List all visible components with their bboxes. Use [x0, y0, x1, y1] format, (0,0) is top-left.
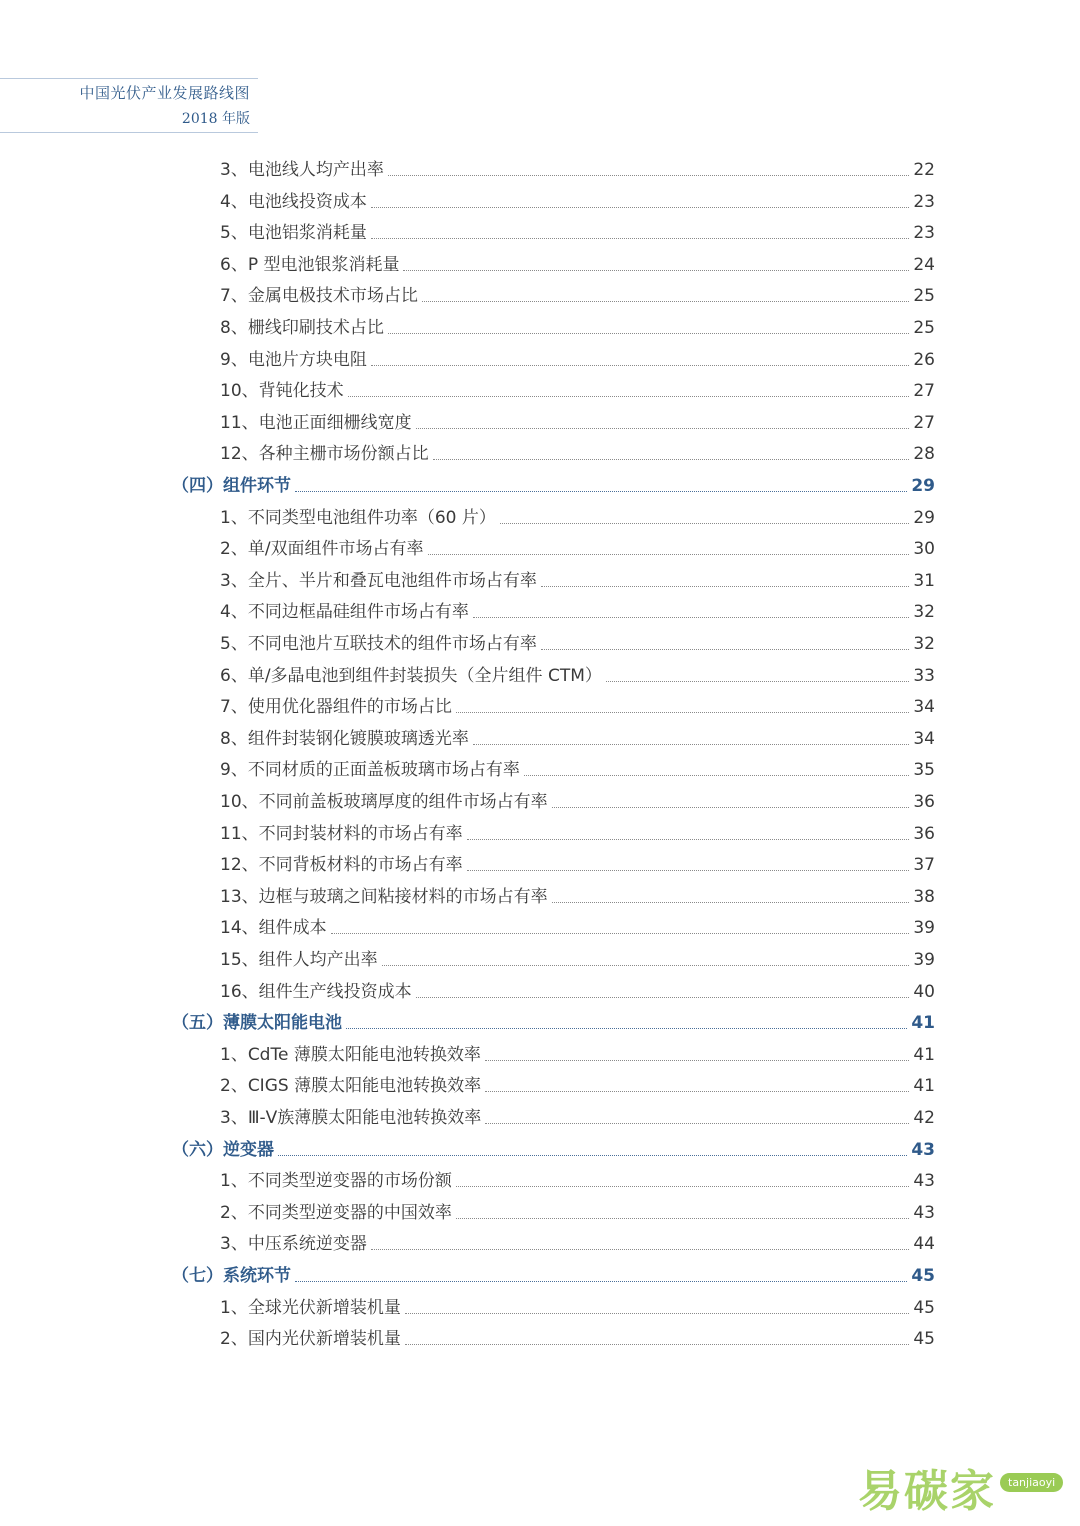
dot-leader — [541, 586, 909, 587]
toc-entry-page-number: 43 — [911, 1139, 935, 1160]
toc-entry-page-number: 23 — [913, 191, 935, 212]
toc-entry-label: 6、单/多晶电池到组件封装损失（全片组件 CTM） — [220, 665, 602, 686]
toc-entry[interactable] — [220, 692, 935, 718]
toc-entry-label: 14、组件成本 — [220, 918, 327, 939]
toc-entry[interactable] — [220, 629, 935, 655]
dot-leader — [346, 1028, 907, 1029]
toc-entry-label: （五）薄膜太阳能电池 — [172, 1013, 342, 1034]
toc-entry-page-number: 43 — [913, 1202, 935, 1223]
toc-entry-label: （六）逆变器 — [172, 1139, 274, 1160]
toc-entry-page-number: 40 — [913, 981, 935, 1002]
toc-entry[interactable] — [220, 787, 935, 813]
dot-leader — [456, 1186, 909, 1187]
dot-leader — [456, 1218, 909, 1219]
toc-entry[interactable] — [220, 218, 935, 244]
toc-entry[interactable] — [220, 661, 935, 687]
toc-entry[interactable] — [220, 408, 935, 434]
toc-entry-label: 9、电池片方块电阻 — [220, 349, 367, 370]
dot-leader — [382, 965, 909, 966]
dot-leader — [371, 1249, 909, 1250]
toc-entry-label: 16、组件生产线投资成本 — [220, 981, 412, 1002]
toc-section-entry[interactable] — [172, 1261, 935, 1287]
toc-entry[interactable] — [220, 376, 935, 402]
toc-entry[interactable] — [220, 913, 935, 939]
toc-entry-page-number: 39 — [913, 950, 935, 970]
toc-entry[interactable] — [220, 534, 935, 560]
watermark-logo — [858, 1455, 1070, 1515]
toc-entry-label: 4、不同边框晶硅组件市场占有率 — [220, 602, 469, 623]
dot-leader — [278, 1155, 907, 1156]
toc-entry[interactable] — [220, 439, 935, 465]
dot-leader — [485, 1060, 909, 1061]
toc-entry[interactable] — [220, 187, 935, 213]
dot-leader — [485, 1091, 909, 1092]
toc-entry-page-number: 29 — [911, 476, 935, 496]
toc-entry-label: 10、背钝化技术 — [220, 381, 344, 402]
toc-entry-label: 3、中压系统逆变器 — [220, 1234, 367, 1255]
toc-entry-page-number: 32 — [913, 602, 935, 623]
toc-entry-page-number: 41 — [913, 1044, 935, 1065]
toc-entry-page-number: 25 — [913, 286, 935, 307]
toc-entry-label: 15、组件人均产出率 — [220, 950, 378, 970]
toc-entry-label: 4、电池线投资成本 — [220, 191, 367, 212]
header-rule-top — [0, 78, 258, 79]
toc-entry-page-number: 23 — [913, 223, 935, 244]
toc-entry-label: 7、金属电极技术市场占比 — [220, 286, 418, 307]
toc-entry-page-number: 34 — [913, 697, 935, 718]
toc-entry-label: 13、边框与玻璃之间粘接材料的市场占有率 — [220, 886, 548, 907]
toc-entry[interactable] — [220, 155, 935, 181]
toc-entry[interactable] — [220, 1229, 935, 1255]
toc-entry-label: 10、不同前盖板玻璃厚度的组件市场占有率 — [220, 792, 548, 812]
toc-entry-page-number: 34 — [913, 728, 935, 749]
toc-entry-page-number: 38 — [913, 886, 935, 907]
dot-leader — [403, 270, 909, 271]
dot-leader — [331, 933, 909, 934]
toc-section-entry[interactable] — [172, 1135, 935, 1161]
dot-leader — [371, 238, 909, 239]
dot-leader — [405, 1313, 909, 1314]
toc-section-entry[interactable] — [172, 1008, 935, 1034]
toc-entry[interactable] — [220, 503, 935, 529]
toc-section-entry[interactable] — [172, 471, 935, 497]
dot-leader — [524, 775, 909, 776]
dot-leader — [405, 1344, 909, 1345]
toc-entry-page-number: 30 — [913, 539, 935, 560]
dot-leader — [433, 459, 909, 460]
toc-entry[interactable] — [220, 1103, 935, 1129]
toc-entry-label: 5、不同电池片互联技术的组件市场占有率 — [220, 634, 537, 654]
toc-entry-page-number: 33 — [913, 665, 935, 686]
toc-entry-label: 9、不同材质的正面盖板玻璃市场占有率 — [220, 760, 520, 781]
toc-entry-label: 1、全球光伏新增装机量 — [220, 1297, 401, 1318]
toc-entry[interactable] — [220, 313, 935, 339]
toc-entry-page-number: 36 — [913, 792, 935, 812]
toc-entry-label: 12、各种主栅市场份额占比 — [220, 444, 429, 465]
toc-entry-page-number: 36 — [913, 823, 935, 844]
dot-leader — [388, 175, 909, 176]
toc-entry-label: 7、使用优化器组件的市场占比 — [220, 697, 452, 718]
toc-entry[interactable] — [220, 281, 935, 307]
dot-leader — [541, 649, 909, 650]
toc-entry-page-number: 41 — [913, 1076, 935, 1097]
toc-entry[interactable] — [220, 882, 935, 908]
toc-entry-page-number: 31 — [913, 570, 935, 591]
toc-entry-label: 3、Ⅲ-Ⅴ族薄膜太阳能电池转换效率 — [220, 1108, 482, 1128]
toc-entry-label: 1、不同类型电池组件功率（60 片） — [220, 507, 496, 528]
dot-leader — [295, 491, 907, 492]
toc-entry-label: 8、栅线印刷技术占比 — [220, 318, 384, 338]
dot-leader — [416, 428, 909, 429]
toc-entry-page-number: 24 — [913, 254, 935, 275]
running-header-title: 中国光伏产业发展路线图 — [79, 84, 250, 102]
toc-entry[interactable] — [220, 1040, 935, 1066]
toc-entry-page-number: 29 — [913, 507, 935, 528]
toc-entry-label: 6、P 型电池银浆消耗量 — [220, 254, 400, 275]
toc-entry-page-number: 41 — [911, 1013, 935, 1034]
toc-entry-page-number: 43 — [913, 1171, 935, 1192]
dot-leader — [467, 870, 909, 871]
toc-entry-label: 1、CdTe 薄膜太阳能电池转换效率 — [220, 1044, 481, 1065]
toc-entry-label: 8、组件封装钢化镀膜玻璃透光率 — [220, 728, 469, 749]
dot-leader — [473, 744, 909, 745]
dot-leader — [371, 365, 909, 366]
toc-entry-label: 11、不同封装材料的市场占有率 — [220, 823, 463, 844]
dot-leader — [467, 839, 909, 840]
toc-entry-page-number: 22 — [913, 160, 935, 180]
toc-entry-label: 11、电池正面细栅线宽度 — [220, 412, 412, 433]
toc-entry-page-number: 27 — [913, 412, 935, 433]
dot-leader — [422, 301, 909, 302]
toc-entry[interactable] — [220, 597, 935, 623]
dot-leader — [371, 207, 909, 208]
toc-entry[interactable] — [220, 945, 935, 971]
dot-leader — [473, 617, 909, 618]
toc-entry-page-number: 35 — [913, 760, 935, 781]
dot-leader — [606, 681, 909, 682]
toc-entry-page-number: 45 — [911, 1266, 935, 1286]
toc-entry-label: （四）组件环节 — [172, 476, 291, 496]
toc-entry[interactable] — [220, 250, 935, 276]
toc-entry-label: 2、不同类型逆变器的中国效率 — [220, 1202, 452, 1223]
dot-leader — [552, 807, 909, 808]
dot-leader — [295, 1281, 907, 1282]
toc-entry-label: 2、国内光伏新增装机量 — [220, 1329, 401, 1350]
toc-entry[interactable] — [220, 1324, 935, 1350]
toc-entry-label: 1、不同类型逆变器的市场份额 — [220, 1171, 452, 1192]
toc-entry-label: 2、单/双面组件市场占有率 — [220, 539, 424, 560]
toc-entry[interactable] — [220, 566, 935, 592]
dot-leader — [552, 902, 909, 903]
toc-entry-page-number: 26 — [913, 349, 935, 370]
toc-entry-page-number: 45 — [913, 1297, 935, 1318]
dot-leader — [500, 523, 909, 524]
toc-entry-page-number: 28 — [913, 444, 935, 465]
header-rule-bottom — [0, 132, 258, 133]
toc-entry-label: 12、不同背板材料的市场占有率 — [220, 855, 463, 876]
toc-entry-page-number: 42 — [913, 1108, 935, 1128]
toc-entry-page-number: 37 — [913, 855, 935, 876]
toc-entry-page-number: 25 — [913, 318, 935, 338]
toc-entry-page-number: 44 — [913, 1234, 935, 1255]
dot-leader — [388, 333, 909, 334]
toc-entry[interactable] — [220, 1293, 935, 1319]
toc-entry[interactable] — [220, 1166, 935, 1192]
toc-entry-page-number: 45 — [913, 1329, 935, 1350]
toc-entry[interactable] — [220, 850, 935, 876]
toc-entry-page-number: 32 — [913, 634, 935, 654]
toc-entry-label: 3、电池线人均产出率 — [220, 160, 384, 180]
watermark-text: 易碳家 — [858, 1466, 996, 1517]
dot-leader — [456, 712, 909, 713]
toc-entry[interactable] — [220, 1198, 935, 1224]
toc-entry[interactable] — [220, 345, 935, 371]
toc-entry[interactable] — [220, 819, 935, 845]
toc-entry[interactable] — [220, 1071, 935, 1097]
toc-entry[interactable] — [220, 724, 935, 750]
running-header-edition: 2018 年版 — [181, 111, 250, 127]
dot-leader — [485, 1123, 909, 1124]
toc-entry-label: 5、电池铝浆消耗量 — [220, 223, 367, 244]
dot-leader — [428, 554, 909, 555]
watermark-badge: tanjiaoyi — [1000, 1473, 1063, 1492]
toc-entry-label: 2、CIGS 薄膜太阳能电池转换效率 — [220, 1076, 482, 1097]
dot-leader — [348, 396, 909, 397]
dot-leader — [416, 997, 909, 998]
toc-entry-page-number: 27 — [913, 381, 935, 402]
toc-entry-label: （七）系统环节 — [172, 1266, 291, 1286]
toc-entry[interactable] — [220, 755, 935, 781]
toc-entry-page-number: 39 — [913, 918, 935, 939]
toc-entry[interactable] — [220, 977, 935, 1003]
toc-entry-label: 3、全片、半片和叠瓦电池组件市场占有率 — [220, 570, 537, 591]
